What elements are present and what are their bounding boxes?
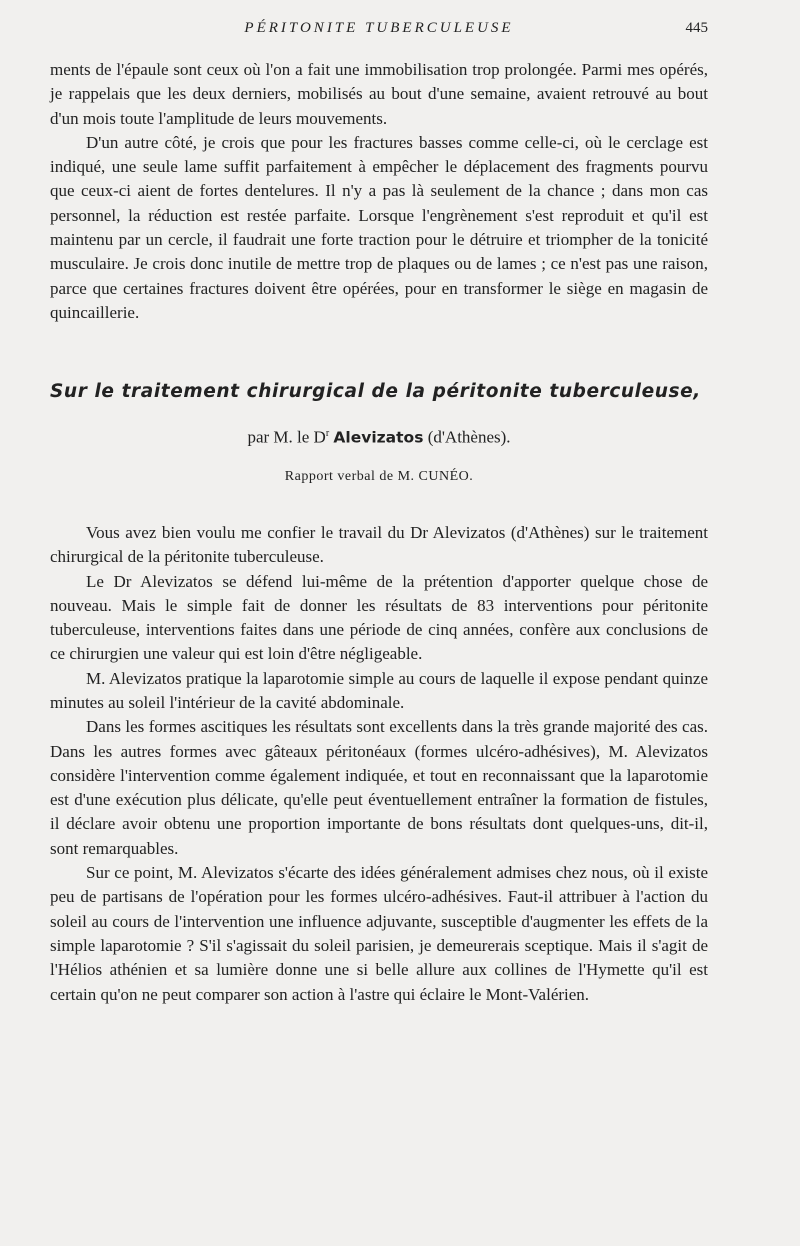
byline (50, 421, 708, 451)
article-body (50, 521, 708, 1007)
page-body (50, 58, 708, 1007)
body-paragraph: M. Alevizatos pratique la laparotomie simple au cours de laquelle il expose pendant quinze minutes au soleil l'intérieur de la cavité abdominale. (50, 668, 708, 712)
report-line: Rapport verbal de M. CUNÉO. (284, 468, 474, 484)
byline-suffix: (d'Athènes). (427, 427, 511, 447)
byline-sup: r (325, 428, 330, 440)
body-paragraph: Vous avez bien voulu me confier le travail du Dr Alevizatos (d'Athènes) sur le traitement chirurgical de la péritonite tuberculeuse. (50, 522, 708, 567)
author-name: Alevizatos (333, 428, 424, 447)
continuation-paragraph: D'un autre côté, je crois que pour les fractures basses comme celle-ci, où le cerclage est indiqué, une seule lame suffit parfaitement à empêcher le déplacement des fragments pourvu que ceux-ci aient de fortes dentelures. Il n'y a pas là seulement de la chance ; dans mon cas personnel, la réduction est restée parfaite. Lorsque l'engrènement s'est reproduit et qu'il est maintenu par un cercle, il faudrait une forte traction pour le détruire et triompher de la tonicité musculaire. Je crois donc inutile de mettre trop de plaques ou de lames ; ce n'est pas une raison, parce que certaines fractures doivent être opérées, pour en transformer le siège en magasin de quincaillerie. (50, 132, 708, 322)
body-paragraph: Le Dr Alevizatos se défend lui-même de la prétention d'apporter quelque chose de nouveau. Mais le simple fait de donner les résultats de 83 interventions pour péritonite tuberculeuse, interventions faites dans une période de cinq années, confère aux conclusions de ce chirurgien une valeur qui est loin d'être négligeable. (50, 571, 708, 664)
byline-prefix: par M. le D (247, 427, 326, 447)
body-paragraph: Sur ce point, M. Alevizatos s'écarte des idées généralement admises chez nous, où il existe peu de partisans de l'opération pour les formes ulcéro-adhésives. Faut-il attribuer à l'action du soleil au cours de l'intervention une influence adjuvante, susceptible d'augmenter les effets de la simple laparotomie ? S'il s'agissait du soleil parisien, je demeurerais sceptique. Mais il s'agit de l'Hélios athénien et sa lumière donne une si belle allure aux collines de l'Hymette qu'il est certain qu'on ne peut comparer son action à l'astre qui éclaire le Mont-Valérien. (50, 863, 708, 1004)
article-title: Sur le traitement chirurgical de la péritonite tuberculeuse, (50, 381, 701, 403)
continuation-paragraph: ments de l'épaule sont ceux où l'on a fait une immobilisation trop prolongée. Parmi mes opérés, je rappelais que les deux derniers, mobilisés au bout d'une semaine, avaient retrouvé au bout d'un mois toute l'amplitude de leurs mouvements. (50, 60, 708, 128)
running-header (50, 20, 708, 44)
body-paragraph: Dans les formes ascitiques les résultats sont excellents dans la très grande majorité des cas. Dans les autres formes avec gâteaux péritonéaux (formes ulcéro-adhésives), M. Alevizatos considère l'intervention comme également indiquée, et tout en reconnaissant que la laparotomie est d'une exécution plus délicate, qu'elle peut éventuellement entraîner la formation de fistules, il déclare avoir obtenu une proportion importante de bons résultats dont quelques-uns, dit-il, sont remarquables. (50, 717, 708, 858)
running-title: PÉRITONITE TUBERCULEUSE (244, 20, 514, 36)
page-number: 445 (685, 20, 708, 36)
